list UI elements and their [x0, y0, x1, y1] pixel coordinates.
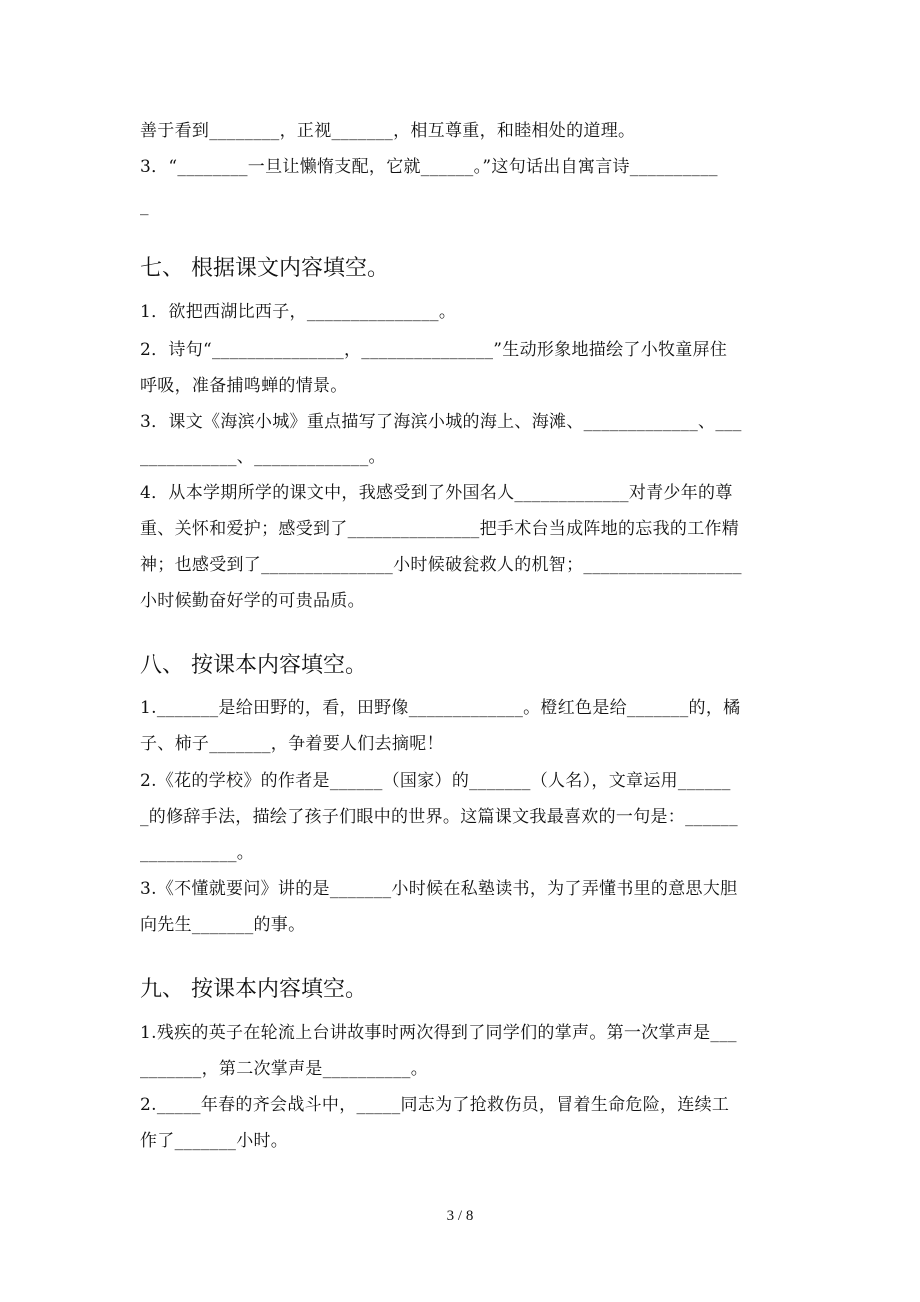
- text-line: 1．欲把西湖比西子，_______________。: [140, 302, 457, 322]
- text-line: 善于看到________，正视_______，相互尊重，和睦相处的道理。: [140, 121, 636, 141]
- text-line: 3．课文《海滨小城》重点描写了海滨小城的海上、海滩、_____________、___: [140, 412, 742, 432]
- text-line: 2．诗句“_______________，_______________”生动形象地描绘了小牧童屏住: [140, 340, 728, 360]
- text-line: 1.残疾的英子在轮流上台讲故事时两次得到了同学们的掌声。第一次掌声是___: [140, 1023, 737, 1043]
- text-line: 2.《花的学校》的作者是______（国家）的_______（人名），文章运用______: [140, 771, 731, 791]
- text-line: 1._______是给田野的，看，田野像_____________。橙红色是给_______的，橘: [140, 698, 741, 718]
- text-line: ___________。: [140, 843, 255, 863]
- text-line: 呼吸，准备捕鸣蝉的情景。: [140, 376, 348, 396]
- section-heading-7: 七、 根据课文内容填空。: [140, 256, 389, 281]
- text-line: _: [140, 196, 149, 216]
- text-line: 重、关怀和爱护；感受到了_______________把手术台当成阵地的忘我的工作精: [140, 519, 740, 539]
- section-heading-9: 九、 按课本内容填空。: [140, 977, 367, 1002]
- page-number: 3 / 8: [446, 1208, 474, 1224]
- text-line: 3．“________一旦让懒惰支配，它就______。”这句话出自寓言诗__________: [140, 157, 718, 177]
- section-heading-8: 八、 按课本内容填空。: [140, 653, 367, 678]
- text-line: 向先生_______的事。: [140, 915, 306, 935]
- text-line: 子、柿子_______，争着要人们去摘呢！: [140, 734, 444, 754]
- text-line: 4．从本学期所学的课文中，我感受到了外国名人_____________对青少年的尊: [140, 483, 733, 503]
- text-line: 2._____年春的齐会战斗中，_____同志为了抢救伤员，冒着生命危险，连续工: [140, 1095, 730, 1115]
- text-line: _______，第二次掌声是__________。: [140, 1059, 428, 1079]
- text-line: 神；也感受到了_______________小时候破瓮救人的机智；__________________: [140, 555, 742, 575]
- text-line: _的修辞手法，描绘了孩子们眼中的世界。这篇课文我最喜欢的一句是：______: [140, 807, 738, 827]
- text-line: 小时候勤奋好学的可贵品质。: [140, 591, 365, 611]
- text-line: 3.《不懂就要问》讲的是_______小时候在私塾读书，为了弄懂书里的意思大胆: [140, 879, 738, 899]
- text-line: 作了_______小时。: [140, 1131, 289, 1151]
- text-line: ___________、_____________。: [140, 447, 386, 467]
